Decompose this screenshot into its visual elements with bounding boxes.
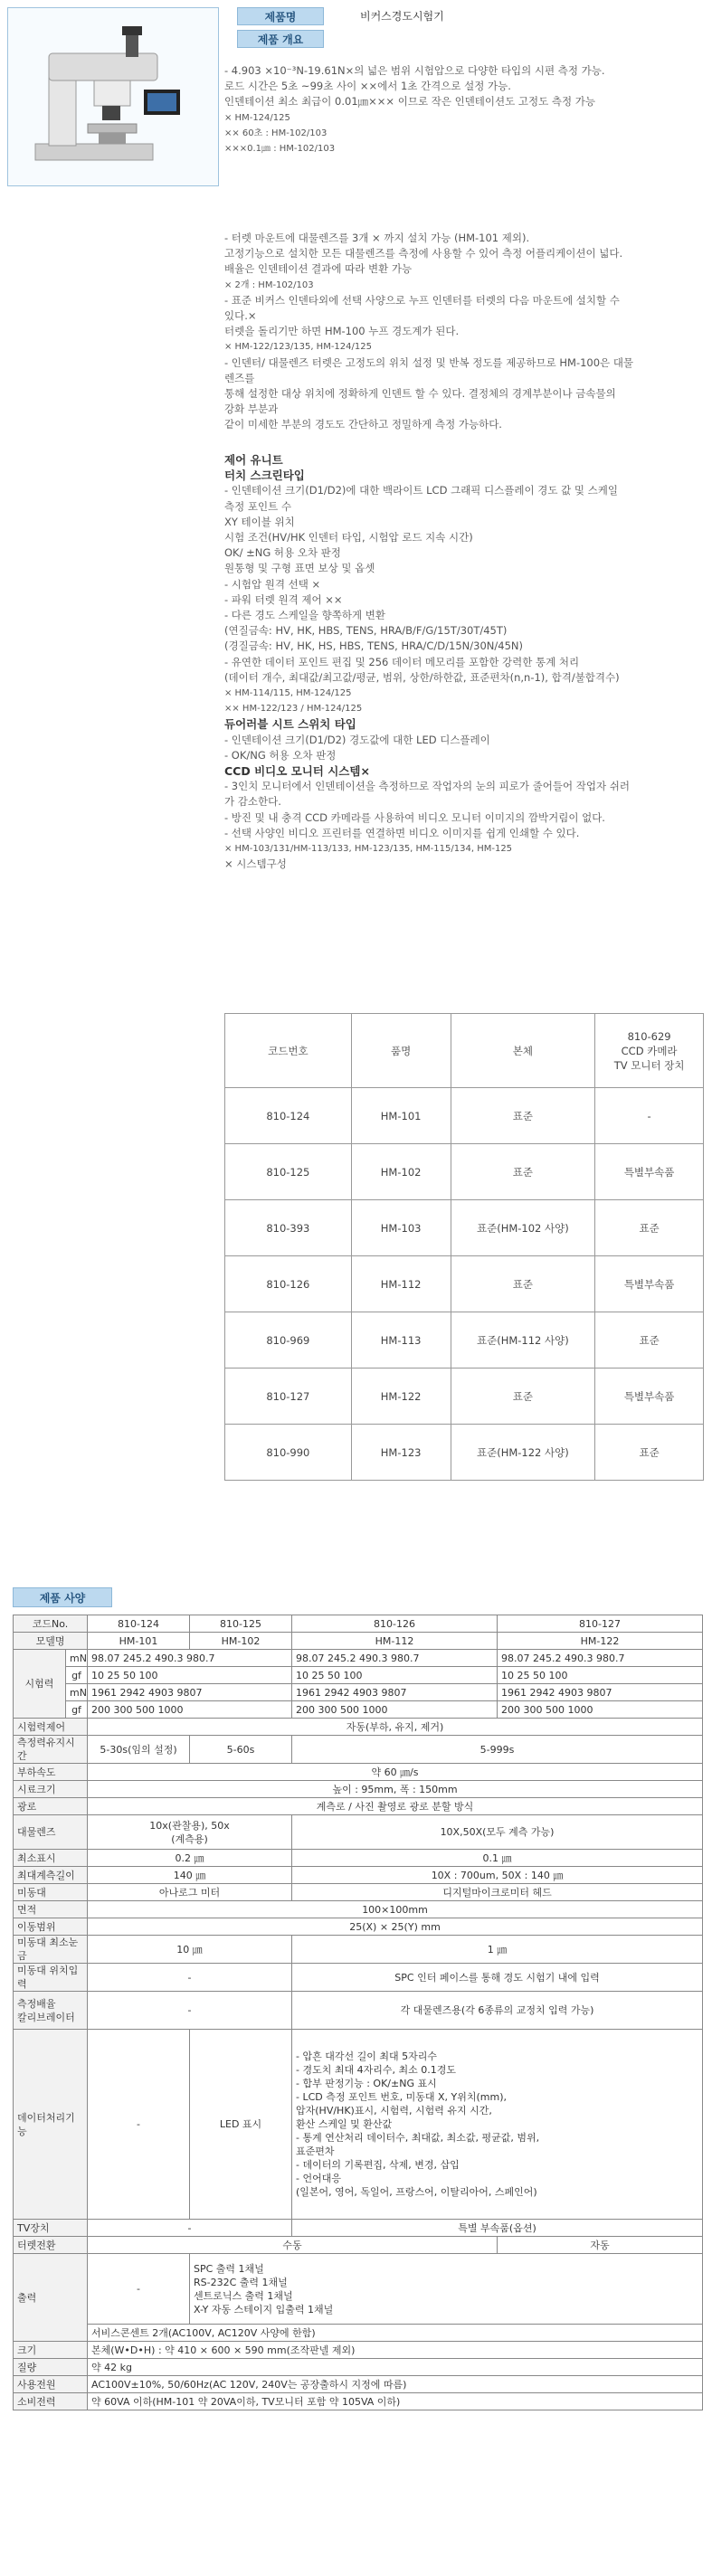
output-outlet-row	[14, 2325, 703, 2342]
turret-line: 같이 미세한 부분의 경도도 간단하고 정밀하게 측정 가능하다.	[224, 418, 502, 431]
touch-line: OK/ ±NG 허용 오차 판정	[224, 546, 341, 560]
objective-line: (계측용)	[171, 1833, 208, 1845]
feature-line: 압자(HV/HK)표시, 시험력, 시험력 유지 시간,	[296, 2105, 492, 2117]
feature-line: - 압흔 대각선 길이 최대 5자리수	[296, 2050, 437, 2062]
table-cell: 810-127	[225, 1368, 352, 1425]
table-cell: HM-123	[351, 1425, 451, 1481]
table-cell: 810-125	[225, 1144, 352, 1200]
spec-label	[14, 1992, 88, 2030]
table-cell: HM-102	[351, 1144, 451, 1200]
table-cell: HM-101	[351, 1088, 451, 1144]
spec-label: 시료크기	[14, 1781, 88, 1798]
spec-label: 대물렌즈	[14, 1815, 88, 1850]
output-line: X-Y 자동 스테이지 입출력 1채널	[194, 2303, 334, 2316]
spec-row	[14, 1850, 703, 1867]
load-unit: mN	[66, 1650, 88, 1667]
data-features	[292, 2030, 703, 2220]
spec-row	[14, 2376, 703, 2393]
code-cell: 810-127	[498, 1615, 703, 1633]
table-cell: 810-990	[225, 1425, 352, 1481]
touch-note: × HM-114/115, HM-124/125	[224, 688, 352, 699]
spec-value: -	[88, 2220, 292, 2237]
load-value: 98.07 245.2 490.3 980.7	[498, 1650, 703, 1667]
table-cell: 특별부속품	[595, 1144, 704, 1200]
table-cell: 표준(HM-122 사양)	[451, 1425, 595, 1481]
spec-label: TV장치	[14, 2220, 88, 2237]
load-value: 1961 2942 4903 9807	[88, 1684, 292, 1701]
spec-value: 각 대물렌즈용(각 6종류의 교정치 입력 가능)	[292, 1992, 703, 2030]
touch-line: (연질금속: HV, HK, HBS, TENS, HRA/B/F/G/15T/30T/45T)	[224, 624, 508, 638]
touch-line: 시험 조건(HV/HK 인덴터 타입, 시험압 로드 지속 시간)	[224, 531, 473, 545]
table-cell: 표준(HM-112 사양)	[451, 1312, 595, 1368]
table-cell: 표준	[595, 1312, 704, 1368]
touch-line: - 파워 터렛 원격 제어 ××	[224, 592, 343, 606]
spec-value	[88, 1815, 292, 1850]
spec-row	[14, 1936, 703, 1964]
table-cell: 표준	[451, 1368, 595, 1425]
overview-line: 로드 시간은 5초 ~99초 사이 ××에서 1초 간격으로 설정 가능.	[224, 80, 511, 93]
overview-line: - 4.903 ×10⁻³N-19.61N×의 넓은 범위 시험압으로 다양한 타입의 시편 측정 가능.	[224, 64, 605, 77]
spec-row	[14, 1764, 703, 1781]
touch-line: - 인덴테이션 크기(D1/D2)에 대한 백라이트 LCD 그래픽 디스플레이 경도 값 및 스케일	[224, 484, 619, 497]
table-cell: 특별부속품	[595, 1368, 704, 1425]
model-cell: HM-101	[88, 1633, 190, 1650]
spec-label: 사용전원	[14, 2376, 88, 2393]
spec-value: 140 ㎛	[88, 1867, 292, 1884]
turret-line: 강화 부분과	[224, 402, 279, 416]
spec-row	[14, 1719, 703, 1736]
spec-row	[14, 1884, 703, 1901]
spec-value: -	[88, 2254, 190, 2325]
feature-line: 표준편차	[296, 2145, 335, 2157]
output-row	[14, 2254, 703, 2325]
load-label: 시험력	[14, 1650, 66, 1719]
turret-note: × HM-122/123/135, HM-124/125	[224, 342, 372, 353]
spec-label: 질량	[14, 2359, 88, 2376]
system-header-cell	[595, 1014, 704, 1088]
turret-line: 있다.×	[224, 309, 257, 323]
spec-value: 5-60s	[190, 1736, 292, 1764]
table-row	[225, 1144, 704, 1200]
ccd-line: - 선택 사양인 비디오 프린터를 연결하면 비디오 이미지를 쉽게 인쇄할 수 있다.	[224, 826, 580, 839]
spec-label: 미동대 최소눈금	[14, 1936, 88, 1964]
control-unit-title: 제어 유니트	[224, 453, 283, 467]
spec-label: 데이터처리기능	[14, 2030, 88, 2220]
load-value: 1961 2942 4903 9807	[498, 1684, 703, 1701]
spec-label: 출력	[14, 2254, 88, 2342]
table-row	[225, 1088, 704, 1144]
product-photo	[7, 7, 219, 186]
touch-line: - 다른 경도 스케일을 향쪽하게 변환	[224, 609, 385, 622]
spec-value: 0.1 ㎛	[292, 1850, 703, 1867]
turret-line: 렌즈를	[224, 371, 255, 384]
spec-value: 본체(W•D•H) : 약 410 × 600 × 590 mm(조작판넬 제외)	[88, 2342, 703, 2359]
load-unit: mN	[66, 1684, 88, 1701]
system-config-table	[224, 1013, 704, 1481]
load-row	[14, 1650, 703, 1667]
model-label: 모델명	[14, 1633, 88, 1650]
control-unit-block	[224, 452, 704, 872]
load-value: 200 300 500 1000	[498, 1701, 703, 1719]
load-row	[14, 1684, 703, 1701]
overview-note: ×××0.1㎛ : HM-102/103	[224, 144, 336, 155]
dual-line: - OK/NG 허용 오차 판정	[224, 748, 337, 762]
spec-value: 10 ㎛	[88, 1936, 292, 1964]
spec-value: 1 ㎛	[292, 1936, 703, 1964]
spec-row	[14, 1815, 703, 1850]
product-name: 비커스경도시험기	[360, 10, 444, 23]
spec-row	[14, 1781, 703, 1798]
spec-value: 25(X) × 25(Y) mm	[88, 1918, 703, 1936]
feature-line: - 경도치 최대 4자리수, 최소 0.1경도	[296, 2064, 456, 2076]
spec-label: 시험력제어	[14, 1719, 88, 1736]
table-cell: 특별부속품	[595, 1256, 704, 1312]
feature-line: - LCD 측정 포인트 번호, 미동대 X, Y위치(mm),	[296, 2091, 508, 2103]
spec-label: 미동대 위치입력	[14, 1964, 88, 1992]
output-line: RS-232C 출력 1채널	[194, 2276, 288, 2288]
model-row	[14, 1633, 703, 1650]
code-cell: 810-124	[88, 1615, 190, 1633]
spec-row	[14, 2220, 703, 2237]
table-row	[225, 1425, 704, 1481]
turret-line: 터렛을 돌리기만 하면 HM-100 누프 경도계가 된다.	[224, 325, 460, 338]
spec-value: 0.2 ㎛	[88, 1850, 292, 1867]
spec-value: 5-999s	[292, 1736, 703, 1764]
ccd-title: CCD 비디오 모니터 시스템×	[224, 764, 370, 779]
turret-line: - 인덴터/ 대물렌즈 터렛은 고정도의 위치 설정 및 반복 정도를 제공하므로 HM-100은 대물	[224, 355, 634, 369]
touch-line: (데이터 개수, 최대값/최고값/평균, 범위, 상한/하한값, 표준편차(n,n-1), 합격/불합격수)	[224, 670, 620, 684]
table-cell: HM-103	[351, 1200, 451, 1256]
ccd-header-line: TV 모니터 장치	[613, 1058, 685, 1072]
feature-line: - 데이터의 기록편집, 삭제, 변경, 삽입	[296, 2159, 460, 2171]
table-cell: 표준	[595, 1200, 704, 1256]
turret-line: 통해 설정한 대상 위치에 정확하게 인덴트 할 수 있다. 결정체의 경계부분이나 금속물의	[224, 387, 616, 401]
data-processing-row	[14, 2030, 703, 2220]
table-cell: -	[595, 1088, 704, 1144]
table-row	[225, 1200, 704, 1256]
spec-label: 크기	[14, 2342, 88, 2359]
spec-value: 높이 : 95mm, 폭 : 150mm	[88, 1781, 703, 1798]
spec-row	[14, 2237, 703, 2254]
product-name-label: 제품명	[237, 7, 324, 25]
spec-label: 이동범위	[14, 1918, 88, 1936]
system-header-cell: 본체	[451, 1014, 595, 1088]
spec-row	[14, 2359, 703, 2376]
spec-value: 디지털마이크로미터 헤드	[292, 1884, 703, 1901]
spec-label: 최대계측길이	[14, 1867, 88, 1884]
overview-line: 인덴테이션 최소 최급이 0.01㎛××× 이므로 작은 인덴테이션도 고정도 측정 가능	[224, 95, 595, 109]
spec-value: 10X : 700um, 50X : 140 ㎛	[292, 1867, 703, 1884]
table-cell: 810-126	[225, 1256, 352, 1312]
turret-line: - 표준 비커스 인덴타외에 선택 사양으로 누프 인덴터를 터렛의 다음 마운트에 설치할 수	[224, 293, 620, 307]
turret-line: 배율은 인덴테이션 결과에 따라 변환 가능	[224, 262, 413, 276]
dual-line: - 인덴테이션 크기(D1/D2) 경도값에 대한 LED 디스플레이	[224, 733, 490, 746]
overview-note: × HM-124/125	[224, 112, 290, 123]
turret-block	[224, 231, 704, 433]
objective-line: 10x(관찰용), 50x	[149, 1819, 230, 1832]
feature-line: (일본어, 영어, 독일어, 프랑스어, 이탈리아어, 스페인어)	[296, 2186, 537, 2198]
spec-row	[14, 2342, 703, 2359]
touch-line: - 시험압 원격 선택 ×	[224, 577, 321, 591]
output-line: SPC 출력 1채널	[194, 2262, 264, 2275]
spec-value: 계측로 / 사진 촬영로 광로 분할 방식	[88, 1798, 703, 1815]
system-header-cell: 코드번호	[225, 1014, 352, 1088]
table-row	[225, 1368, 704, 1425]
spec-label: 광로	[14, 1798, 88, 1815]
spec-value: 5-30s(임의 설정)	[88, 1736, 190, 1764]
ccd-header-line: 810-629	[627, 1029, 671, 1043]
product-spec-tab: 제품 사양	[13, 1587, 112, 1607]
product-summary-label: 제품 개요	[237, 30, 324, 48]
spec-label: 소비전력	[14, 2393, 88, 2410]
touch-line: 측정 포인트 수	[224, 499, 291, 513]
table-cell: 표준	[595, 1425, 704, 1481]
ccd-note: × HM-103/131/HM-113/133, HM-123/135, HM-115/134, HM-125	[224, 844, 513, 855]
load-value: 10 25 50 100	[292, 1667, 498, 1684]
spec-row	[14, 1992, 703, 2030]
dual-switch-title: 듀어러블 시트 스위치 타입	[224, 717, 356, 732]
table-cell: 표준	[451, 1088, 595, 1144]
feature-line: - 합부 판정기능 : OK/±NG 표시	[296, 2078, 437, 2089]
load-value: 98.07 245.2 490.3 980.7	[292, 1650, 498, 1667]
table-cell: 810-124	[225, 1088, 352, 1144]
table-row	[225, 1312, 704, 1368]
turret-line: - 터렛 마운트에 대물렌즈를 3개 × 까지 설치 가능 (HM-101 제외).	[224, 232, 530, 244]
touch-note: ×× HM-122/123 / HM-124/125	[224, 704, 363, 715]
spec-row	[14, 1918, 703, 1936]
spec-value: 자동(부하, 유지, 제거)	[88, 1719, 703, 1736]
ccd-line: - 방진 및 내 충격 CCD 카메라를 사용하여 비디오 모니터 이미지의 깜박거림이 없다.	[224, 810, 605, 824]
system-header-cell: 품명	[351, 1014, 451, 1088]
spec-row	[14, 1964, 703, 1992]
load-row	[14, 1701, 703, 1719]
spec-value: 100×100mm	[88, 1901, 703, 1918]
code-cell: 810-126	[292, 1615, 498, 1633]
load-unit: gf	[66, 1701, 88, 1719]
code-cell: 810-125	[190, 1615, 292, 1633]
spec-row	[14, 1867, 703, 1884]
system-header-row	[225, 1014, 704, 1088]
spec-value: 약 60VA 이하(HM-101 약 20VA이하, TV모니터 포함 약 105VA 이하)	[88, 2393, 703, 2410]
feature-line: - 통계 연산처리 데이터수, 최대값, 최소값, 평균값, 범위,	[296, 2132, 540, 2144]
load-value: 10 25 50 100	[498, 1667, 703, 1684]
touch-line: 원통형 및 구형 표면 보상 및 옵셋	[224, 562, 375, 575]
spec-value: -	[88, 2030, 190, 2220]
load-value: 98.07 245.2 490.3 980.7	[88, 1650, 292, 1667]
load-value: 10 25 50 100	[88, 1667, 292, 1684]
spec-label: 부하속도	[14, 1764, 88, 1781]
table-cell: 810-393	[225, 1200, 352, 1256]
spec-value: 10X,50X(모두 계측 가능)	[292, 1815, 703, 1850]
table-cell: 표준(HM-102 사양)	[451, 1200, 595, 1256]
spec-value: 약 60 ㎛/s	[88, 1764, 703, 1781]
model-cell: HM-112	[292, 1633, 498, 1650]
overview-block	[224, 63, 704, 156]
spec-value: -	[88, 1992, 292, 2030]
model-cell: HM-122	[498, 1633, 703, 1650]
touch-screen-title: 터치 스크린타입	[224, 469, 305, 483]
turret-note: × 2개 : HM-102/103	[224, 279, 314, 290]
ccd-header-line: CCD 카메라	[621, 1044, 678, 1057]
spec-value: -	[88, 1964, 292, 1992]
table-row	[225, 1256, 704, 1312]
table-cell: 810-969	[225, 1312, 352, 1368]
spec-table	[13, 1615, 703, 2410]
touch-line: (경질금속: HV, HK, HS, HBS, TENS, HRA/C/D/15N/30N/45N)	[224, 639, 523, 653]
calibrator-label-line: 칼리브레이터	[17, 2011, 75, 2023]
touch-line: XY 테이블 위치	[224, 515, 295, 528]
spec-value: 자동	[498, 2237, 703, 2254]
code-label: 코드No.	[14, 1615, 88, 1633]
load-row	[14, 1667, 703, 1684]
spec-value: 약 42 kg	[88, 2359, 703, 2376]
ccd-line: - 3인치 모니터에서 인덴테이션을 측정하므로 작업자의 눈의 피로가 줄어들어 작업자 쉬러	[224, 780, 630, 793]
load-value: 200 300 500 1000	[88, 1701, 292, 1719]
calibrator-label-line: 측정배율	[17, 1997, 56, 2010]
output-line: 센트로닉스 출력 1채널	[194, 2289, 293, 2302]
output-items	[190, 2254, 703, 2325]
spec-value: 특별 부속품(옵션)	[292, 2220, 703, 2237]
spec-value: 아나로그 미터	[88, 1884, 292, 1901]
table-cell: HM-113	[351, 1312, 451, 1368]
spec-value: AC100V±10%, 50/60Hz(AC 120V, 240V는 공장출하시 지정에 따름)	[88, 2376, 703, 2393]
spec-label: 최소표시	[14, 1850, 88, 1867]
spec-value: SPC 인터 페이스를 통해 경도 시험기 내에 입력	[292, 1964, 703, 1992]
system-config-label: × 시스템구성	[224, 857, 287, 871]
spec-label: 미동대	[14, 1884, 88, 1901]
spec-value: 수동	[88, 2237, 498, 2254]
spec-row	[14, 2393, 703, 2410]
overview-note: ×× 60초 : HM-102/103	[224, 128, 328, 138]
load-unit: gf	[66, 1667, 88, 1684]
spec-label: 터렛전환	[14, 2237, 88, 2254]
code-row	[14, 1615, 703, 1633]
spec-row	[14, 1901, 703, 1918]
spec-label: 면적	[14, 1901, 88, 1918]
load-value: 200 300 500 1000	[292, 1701, 498, 1719]
spec-value: LED 표시	[190, 2030, 292, 2220]
spec-row	[14, 1798, 703, 1815]
turret-line: 고정기능으로 설치한 모든 대물렌즈를 측정에 사용할 수 있어 측정 어플리케이션이 넓다.	[224, 247, 623, 260]
hardness-tester-illustration	[8, 8, 218, 185]
spec-value: 서비스콘센트 2개(AC100V, AC120V 사양에 한함)	[88, 2325, 703, 2342]
spec-row	[14, 1736, 703, 1764]
touch-line: - 유연한 데이터 포인트 편집 및 256 데이터 메모리를 포함한 강력한 통계 처리	[224, 655, 580, 668]
load-value: 1961 2942 4903 9807	[292, 1684, 498, 1701]
table-cell: HM-112	[351, 1256, 451, 1312]
feature-line: 환산 스케일 및 환산값	[296, 2118, 393, 2130]
feature-line: - 언어대응	[296, 2173, 341, 2184]
table-cell: 표준	[451, 1256, 595, 1312]
model-cell: HM-102	[190, 1633, 292, 1650]
table-cell: 표준	[451, 1144, 595, 1200]
spec-label: 측정력유지시간	[14, 1736, 88, 1764]
ccd-line: 가 감소한다.	[224, 795, 281, 809]
table-cell: HM-122	[351, 1368, 451, 1425]
